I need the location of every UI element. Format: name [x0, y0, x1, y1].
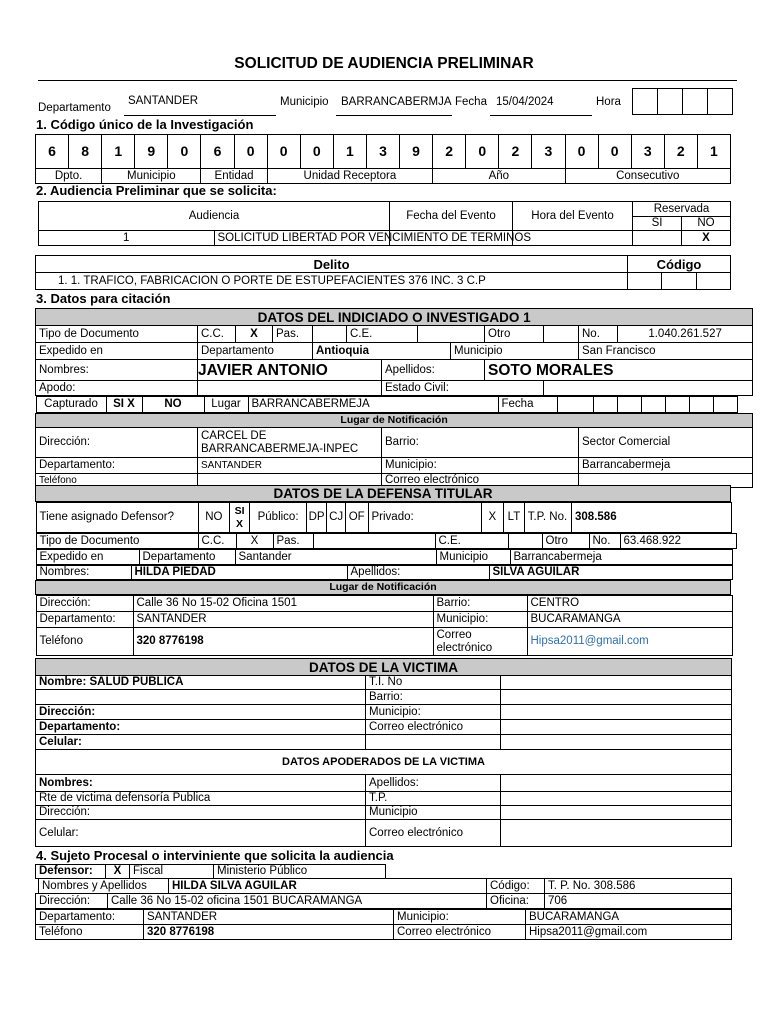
doc-number[interactable]: 1.040.261.527: [618, 326, 753, 343]
tipo-doc-label: Tipo de Documento: [36, 326, 198, 343]
ce-cell[interactable]: [418, 326, 485, 343]
fiscal-option[interactable]: Fiscal: [130, 865, 214, 879]
cc-mark[interactable]: X: [236, 326, 273, 343]
telefono-value[interactable]: 320 8776198: [133, 628, 433, 656]
hora-label: Hora: [596, 96, 621, 108]
label-municipio: Municipio: [102, 169, 201, 184]
ce-cell[interactable]: [508, 534, 542, 549]
departamento-underline: [124, 115, 276, 116]
direccion-value[interactable]: Calle 36 No 15-02 Oficina 1501: [133, 596, 433, 612]
label-unidad-receptora: Unidad Receptora: [267, 169, 432, 184]
codigo-digit[interactable]: 3: [366, 135, 399, 169]
privado-label: Privado:: [368, 503, 481, 533]
defensa-table: [35, 485, 731, 656]
expedido-label: Expedido en: [36, 550, 139, 565]
apoderado-celular-label: Celular:: [36, 820, 366, 847]
telefono-label: Teléfono: [36, 474, 198, 488]
barrio-value[interactable]: CENTRO: [527, 596, 732, 612]
municipio-value[interactable]: [501, 705, 732, 720]
codigo-digit[interactable]: 0: [466, 135, 499, 169]
estado-civil-value[interactable]: [544, 381, 753, 396]
otro-cell[interactable]: [544, 326, 579, 343]
codigo-label: Código:: [487, 879, 545, 894]
departamento2-value[interactable]: SANTANDER: [198, 458, 382, 474]
defensor-si[interactable]: SI X: [229, 503, 250, 533]
municipio-label: Municipio:: [394, 910, 526, 925]
apoderado-municipio-label: Municipio: [366, 806, 501, 820]
municipio-value[interactable]: BUCARAMANGA: [526, 910, 732, 925]
codigo-cell[interactable]: [696, 273, 730, 290]
fecha-underline: [490, 115, 592, 116]
nombre-value[interactable]: HILDA SILVA AGUILAR: [169, 879, 487, 894]
capturado-label: Capturado: [36, 397, 106, 413]
col-audiencia: Audiencia: [39, 202, 390, 231]
fecha-value[interactable]: 15/04/2024: [496, 96, 554, 108]
telefono-value[interactable]: 320 8776198: [144, 925, 394, 940]
section1-title: 1. Código único de la Investigación: [36, 117, 254, 132]
codigo-digit[interactable]: 2: [499, 135, 532, 169]
municipio2-value[interactable]: Barrancabermeja: [579, 458, 753, 474]
label-consecutivo: Consecutivo: [565, 169, 731, 184]
apellidos-value[interactable]: SILVA AGUILAR: [489, 566, 732, 580]
no-label: No.: [579, 326, 618, 343]
departamento2-value[interactable]: SANTANDER: [133, 612, 433, 628]
apoderado-apellidos-label: Apellidos:: [366, 775, 501, 792]
privado-mark[interactable]: X: [481, 503, 504, 533]
codigo-digit[interactable]: 6: [201, 135, 234, 169]
label-entidad: Entidad: [201, 169, 267, 184]
codigo-digit[interactable]: 0: [565, 135, 598, 169]
otro-label: Otro: [542, 534, 589, 549]
col-no: NO: [682, 217, 731, 231]
departamento-value[interactable]: Antioquia: [313, 343, 451, 360]
municipio-value[interactable]: BARRANCABERMJA: [341, 96, 452, 108]
apoderado-apellidos-value[interactable]: [501, 775, 732, 792]
defensa-header: DATOS DE LA DEFENSA TITULAR: [36, 486, 731, 502]
row-audiencia[interactable]: SOLICITUD LIBERTAD POR VENCIMIENTO DE TERMINOS: [214, 231, 390, 246]
correo-label: Correo electrónico: [382, 474, 579, 488]
indiciado-table: [35, 308, 753, 488]
fecha-label: Fecha: [498, 397, 557, 413]
departamento2-label: Departamento:: [36, 612, 133, 628]
barrio-value[interactable]: Sector Comercial: [579, 428, 753, 458]
sujeto-table-1: [35, 864, 386, 879]
col-hora-evento: Hora del Evento: [513, 202, 633, 231]
correo-label: Correo electrónico: [433, 628, 527, 656]
lugar-notificacion-header: Lugar de Notificación: [36, 414, 753, 428]
lt-option[interactable]: LT: [504, 503, 525, 533]
col-fecha-evento: Fecha del Evento: [390, 202, 513, 231]
municipio2-value[interactable]: BUCARAMANGA: [527, 612, 732, 628]
cc-label: C.C.: [198, 326, 236, 343]
municipio-label: Municipio: [451, 343, 579, 360]
barrio-label: Barrio:: [366, 690, 501, 705]
cc-label: C.C.: [198, 534, 236, 549]
municipio2-label: Municipio:: [433, 612, 527, 628]
tp-value[interactable]: 308.586: [572, 503, 731, 533]
apellidos-label: Apellidos:: [382, 360, 485, 381]
codigo-digit[interactable]: 1: [697, 135, 730, 169]
rte-victima-label: Rte de victima defensoría Publica: [36, 792, 366, 806]
apodo-label: Apodo:: [36, 381, 198, 396]
departamento-value[interactable]: SANTANDER: [128, 95, 199, 107]
victima-table: [35, 658, 732, 847]
apoderados-header: DATOS APODERADOS DE LA VICTIMA: [36, 750, 732, 775]
delito-item[interactable]: 1. 1. TRAFICO, FABRICACION O PORTE DE ESTUPEFACIENTES 376 INC. 3 C.P: [36, 273, 628, 290]
codigo-value[interactable]: T. P. No. 308.586: [545, 879, 732, 894]
direccion-label: Dirección:: [36, 428, 198, 458]
label-dpto: Dpto.: [36, 169, 102, 184]
nombres-value[interactable]: JAVIER ANTONIO: [198, 360, 382, 381]
nombres-value[interactable]: HILDA PIEDAD: [131, 566, 347, 580]
publico-label: Público:: [250, 503, 307, 533]
victima-nombre[interactable]: Nombre: SALUD PUBLICA: [36, 676, 366, 690]
expedido-label: Expedido en: [36, 343, 198, 360]
correo-label: Correo electrónico: [366, 720, 501, 735]
tp-value[interactable]: [501, 792, 732, 806]
otro-label: Otro: [485, 326, 544, 343]
ti-label: T.I. No: [366, 676, 501, 690]
apellidos-value[interactable]: SOTO MORALES: [485, 360, 753, 381]
codigo-digit[interactable]: 8: [69, 135, 102, 169]
indiciado-header: DATOS DEL INDICIADO O INVESTIGADO 1: [36, 309, 753, 326]
codigo-digit[interactable]: 0: [267, 135, 300, 169]
barrio-label: Barrio:: [433, 596, 527, 612]
municipio2-label: Municipio:: [382, 458, 579, 474]
nombres-label: Nombres:: [36, 360, 198, 381]
doc-number[interactable]: 63.468.922: [620, 534, 736, 549]
row-si[interactable]: [633, 231, 682, 246]
codigo-digit[interactable]: 9: [135, 135, 168, 169]
col-delito: Delito: [36, 256, 628, 273]
codigo-unico-table: [35, 134, 731, 184]
codigo-digit[interactable]: 0: [598, 135, 631, 169]
codigo-digit[interactable]: 1: [333, 135, 366, 169]
no-label: No.: [589, 534, 620, 549]
capturado-no[interactable]: NO: [142, 397, 204, 413]
delito-table: [35, 255, 731, 290]
correo-value[interactable]: [501, 720, 732, 735]
victima-header: DATOS DE LA VICTIMA: [36, 659, 732, 676]
codigo-digit[interactable]: 1: [102, 135, 135, 169]
correo-label: Correo electrónico: [394, 925, 526, 940]
correo-value[interactable]: Hipsa2011@gmail.com: [526, 925, 732, 940]
nombres-label: Nombres:: [36, 566, 131, 580]
departamento-label: Departamento: [198, 343, 313, 360]
row-number: 1: [39, 231, 215, 246]
hora-boxes[interactable]: [632, 88, 733, 115]
pas-label: Pas.: [273, 534, 313, 549]
departamento2-label: Departamento:: [36, 458, 198, 474]
codigo-cell[interactable]: [628, 273, 662, 290]
lugar-value[interactable]: BARRANCABERMEJA: [248, 397, 498, 413]
departamento-value[interactable]: Santander: [235, 550, 436, 565]
codigo-digit[interactable]: 6: [36, 135, 69, 169]
section3-title: 3. Datos para citación: [36, 291, 171, 306]
codigo-digit[interactable]: 3: [631, 135, 664, 169]
departamento-label: Departamento:: [36, 720, 366, 735]
barrio-label: Barrio:: [382, 428, 579, 458]
apoderado-direccion-label: Dirección:: [36, 806, 366, 820]
sujeto-table-3: [35, 893, 732, 909]
ti-value[interactable]: [501, 676, 732, 690]
estado-civil-label: Estado Civil:: [382, 381, 544, 396]
col-reservada: Reservada: [633, 202, 731, 217]
codigo-digit[interactable]: 9: [400, 135, 433, 169]
apoderado-correo-value[interactable]: [501, 820, 732, 847]
lugar-notificacion-header: Lugar de Notificación: [36, 581, 731, 595]
lugar-label: Lugar: [204, 397, 248, 413]
pas-cell[interactable]: [313, 534, 435, 549]
col-si: SI: [633, 217, 682, 231]
codigo-digit[interactable]: 0: [234, 135, 267, 169]
nombres-apellidos-label: Nombres y Apellidos: [39, 879, 169, 894]
capturado-si[interactable]: SI X: [106, 397, 142, 413]
municipio-label: Municipio: [280, 96, 329, 108]
page-title: SOLICITUD DE AUDIENCIA PRELIMINAR: [234, 55, 534, 72]
tipo-doc-label: Tipo de Documento: [36, 534, 198, 549]
departamento-label: Departamento: [139, 550, 235, 565]
direccion-value[interactable]: CARCEL DE BARRANCABERMEJA-INPEC: [198, 428, 382, 458]
cj-option[interactable]: CJ: [327, 503, 346, 533]
municipio-label: Municipio: [436, 550, 510, 565]
celular-label: Celular:: [36, 735, 366, 750]
codigo-digit[interactable]: 2: [664, 135, 697, 169]
apoderado-nombres-label: Nombres:: [36, 775, 366, 792]
section2-title: 2. Audiencia Preliminar que se solicita:: [36, 183, 277, 198]
row-no-mark[interactable]: X: [682, 231, 731, 246]
cc-mark[interactable]: X: [236, 534, 273, 549]
dp-option[interactable]: DP: [306, 503, 327, 533]
pas-cell[interactable]: [313, 326, 347, 343]
municipio-value[interactable]: San Francisco: [579, 343, 753, 360]
label-ano: Año: [433, 169, 565, 184]
apoderado-municipio-value[interactable]: [501, 806, 732, 820]
municipio-value[interactable]: Barrancabermeja: [510, 550, 732, 565]
sujeto-table-2: [38, 878, 732, 894]
codigo-cell[interactable]: [662, 273, 696, 290]
ce-label: C.E.: [347, 326, 418, 343]
direccion-value[interactable]: Calle 36 No 15-02 oficina 1501 BUCARAMANGA: [108, 894, 487, 909]
col-codigo: Código: [628, 256, 731, 273]
municipio-underline: [336, 115, 452, 116]
apodo-value[interactable]: [198, 381, 382, 396]
of-option[interactable]: OF: [345, 503, 368, 533]
tp-label: T.P.: [366, 792, 501, 806]
telefono-label: Teléfono: [36, 628, 133, 656]
defensor-mark[interactable]: X: [106, 865, 130, 879]
telefono-label: Teléfono: [36, 925, 144, 940]
direccion-label: Dirección:: [36, 705, 366, 720]
correo-value[interactable]: Hipsa2011@gmail.com: [527, 628, 732, 656]
departamento-label: Departamento: [38, 102, 111, 114]
barrio-value[interactable]: [501, 690, 732, 705]
codigo-digit[interactable]: 3: [532, 135, 565, 169]
apellidos-label: Apellidos:: [347, 566, 489, 580]
departamento-value[interactable]: SANTANDER: [144, 910, 394, 925]
pas-label: Pas.: [273, 326, 313, 343]
sujeto-table-4: [35, 909, 732, 940]
ce-label: C.E.: [435, 534, 508, 549]
oficina-value[interactable]: 706: [545, 894, 732, 909]
direccion-label: Dirección:: [36, 596, 133, 612]
ministerio-option[interactable]: Ministerio Público: [214, 865, 386, 879]
title-rule: [38, 80, 737, 81]
direccion-label: Dirección:: [36, 894, 108, 909]
municipio-label: Municipio:: [366, 705, 501, 720]
defensor-no[interactable]: NO: [198, 503, 229, 533]
apoderado-correo-label: Correo electrónico: [366, 820, 501, 847]
codigo-digit[interactable]: 2: [433, 135, 466, 169]
section4-title: 4. Sujeto Procesal o interviniente que solicita la audiencia: [36, 848, 394, 863]
codigo-digit[interactable]: 0: [300, 135, 333, 169]
defensor-label: Defensor:: [36, 865, 106, 879]
fecha-label: Fecha: [455, 96, 487, 108]
audiencia-table: [38, 201, 731, 246]
oficina-label: Oficina:: [487, 894, 545, 909]
tp-label: T.P. No.: [524, 503, 571, 533]
codigo-digit[interactable]: 0: [168, 135, 201, 169]
departamento-label: Departamento:: [36, 910, 144, 925]
tiene-defensor-label: Tiene asignado Defensor?: [36, 503, 198, 533]
